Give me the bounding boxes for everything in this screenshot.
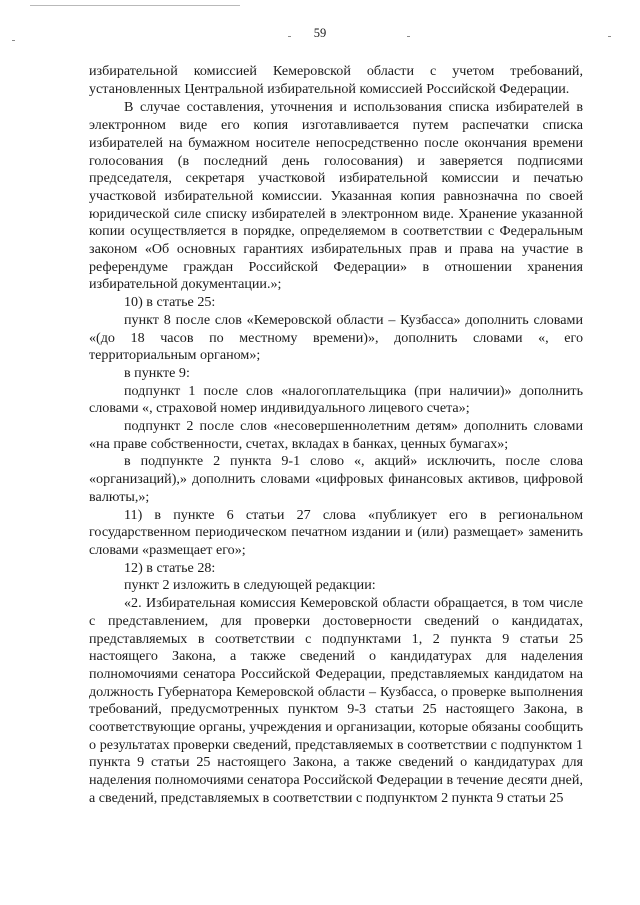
paragraph-3: пункт 8 после слов «Кемеровской области – Кузбасса» дополнить словами «(до 18 часов по местному времени)», дополнить словами «, его территориальным органом»; [89,311,583,364]
paragraph-0: избирательной комиссией Кемеровской области с учетом требований, установленных Центральной избирательной комиссией Российской Федерации. [89,63,583,97]
paragraph-5: подпункт 1 после слов «налогоплательщика (при наличии)» дополнить словами «, страховой номер индивидуального лицевого счета»; [89,382,583,417]
document-body [89,63,583,808]
page-number: 59 [313,26,327,40]
paragraph-9: 12) в статье 28: [124,559,216,576]
paragraph-10: пункт 2 изложить в следующей редакции: [124,577,376,594]
paragraph-8: 11) в пункте 6 статьи 27 слова «публикует его в региональном государственном периодическом печатном издании и (или) размещает» заменить словами «размещает его»; [89,506,583,558]
paragraph-2: 10) в статье 25: [124,294,216,311]
paragraph-11: «2. Избирательная комиссия Кемеровской области обращается, в том числе с представлением, для проверки достоверности сведений о кандидатах, представляемых в соответствии с подпунктами 1, 2 пункта 9 статьи 25 настоящего Закона, а также сведений о кандидатурах для наделения полномочиями сенатора Российской Федерации, представляемых кандидатом на должность Губернатора Кемеровской области – Кузбасса, о проверке выполнения требований, предусмотренных пунктом 9-3 статьи 25 настоящего Закона, в соответствующие органы, учреждения и организации, которые обязаны сообщить о результатах проверки сведений, представляемых в соответствии с подпунктом 1 пункта 9 статьи 25 настоящего Закона, а также сведений о кандидатурах для наделения полномочиями сенатора Российской Федерации в течение десяти дней, а сведений, представляемых в соответствии с подпунктом 2 пункта 9 статьи 25 [89,595,583,806]
paragraph-7: в подпункте 2 пункта 9-1 слово «, акций» исключить, после слова «организаций),» дополнить словами «цифровых финансовых активов, цифровой валюты,»; [89,453,583,505]
scan-top-rule [30,5,240,6]
paragraph-6: подпункт 2 после слов «несовершеннолетним детям» дополнить словами «на праве собственности, счетах, вкладах в банках, ценных бумагах»; [89,418,583,452]
paragraph-1: В случае составления, уточнения и использования списка избирателей в электронном виде его копия изготавливается путем распечатки списка избирателей на бумажном носителе непосредственно после окончания времени голосования (в последний день голосования) и заверяется подписями председателя, секретаря участковой избирательной комиссии и печатью участковой избирательной комиссии. Указанная копия равнозначна по своей юридической силе списку избирателей в электронном виде. Хранение указанной копии осуществляется в порядке, определяемом в соответствии с Федеральным законом «Об основных гарантиях избирательных прав и права на участие в референдуме граждан Российской Федерации» в отношении хранения избирательной документации.»; [89,99,583,293]
paragraph-4: в пункте 9: [124,364,190,381]
